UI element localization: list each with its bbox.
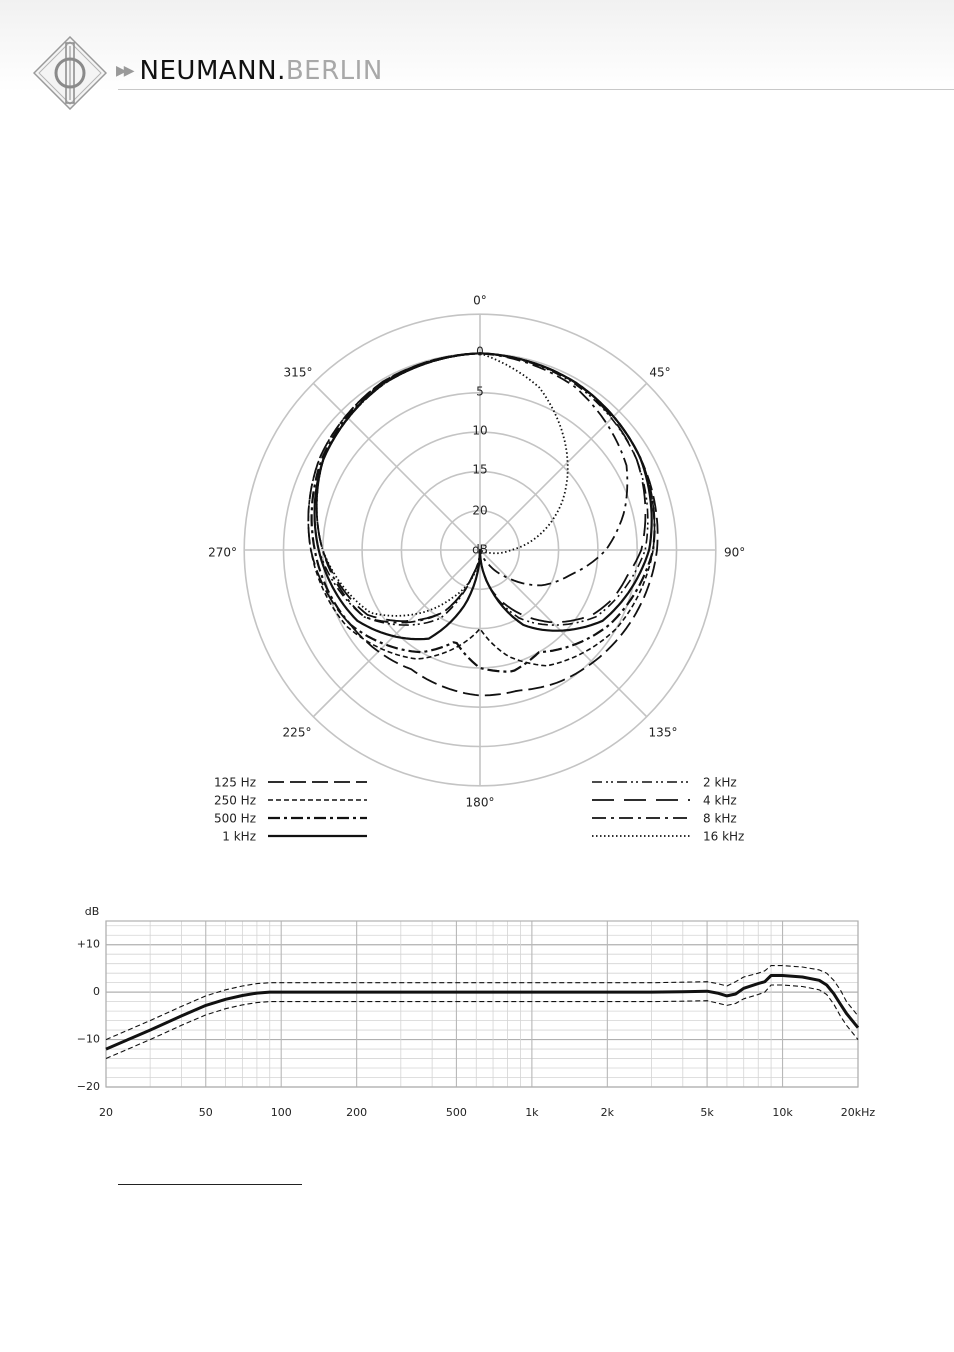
x-tick-label: 200 bbox=[346, 1106, 368, 1119]
plot-frame bbox=[106, 921, 858, 1087]
x-tick-label: 2k bbox=[600, 1106, 615, 1119]
x-tick-label: 50 bbox=[198, 1106, 213, 1119]
legend-label: 4 kHz bbox=[703, 793, 737, 808]
angle-label: 90° bbox=[724, 545, 746, 560]
y-tick-label: +10 bbox=[76, 937, 100, 951]
x-tick-label: 20kHz bbox=[840, 1106, 876, 1119]
radial-label: 15 bbox=[472, 462, 488, 477]
angle-label: 270° bbox=[208, 545, 237, 560]
legend-label: 2 kHz bbox=[703, 775, 737, 790]
freq-series-response bbox=[106, 976, 858, 1050]
radial-label: 10 bbox=[472, 423, 488, 438]
y-tick-label: 0 bbox=[93, 985, 100, 999]
freq-series-tolerance-upper bbox=[106, 966, 858, 1040]
legend-label: 16 kHz bbox=[703, 829, 745, 844]
x-tick-label: 100 bbox=[270, 1106, 292, 1119]
x-tick-label: 5k bbox=[700, 1106, 714, 1119]
legend-label: 250 Hz bbox=[213, 793, 256, 808]
legend-label: 125 Hz bbox=[213, 775, 256, 790]
legend-label: 1 kHz bbox=[222, 829, 256, 844]
double-chevron-icon: ▶▶ bbox=[116, 63, 132, 79]
radial-label: dB bbox=[472, 542, 488, 557]
polar-series-7 bbox=[317, 353, 568, 616]
y-axis-label: dB bbox=[84, 905, 100, 918]
radial-label: 0 bbox=[476, 344, 484, 359]
y-tick-label: −20 bbox=[76, 1080, 100, 1093]
brand-name: NEUMANN. bbox=[139, 56, 286, 86]
legend-label: 8 kHz bbox=[703, 811, 737, 826]
x-tick-label: 500 bbox=[445, 1106, 467, 1119]
angle-label: 45° bbox=[649, 365, 671, 380]
radial-label: 5 bbox=[476, 384, 484, 399]
x-tick-label: 20 bbox=[99, 1106, 113, 1119]
angle-label: 315° bbox=[283, 365, 313, 380]
angle-label: 0° bbox=[473, 293, 487, 308]
x-tick-label: 1k bbox=[525, 1106, 539, 1119]
legend-label: 500 Hz bbox=[213, 811, 256, 826]
footnote-divider bbox=[118, 1184, 302, 1185]
angle-label: 180° bbox=[465, 795, 495, 810]
radial-label: 20 bbox=[472, 503, 488, 518]
angle-label: 135° bbox=[648, 725, 678, 740]
freq-series-tolerance-lower bbox=[106, 985, 858, 1059]
brand-city: BERLIN bbox=[285, 56, 383, 86]
angle-label: 225° bbox=[282, 725, 312, 740]
y-tick-label: −10 bbox=[76, 1032, 100, 1046]
x-tick-label: 10k bbox=[772, 1106, 793, 1119]
